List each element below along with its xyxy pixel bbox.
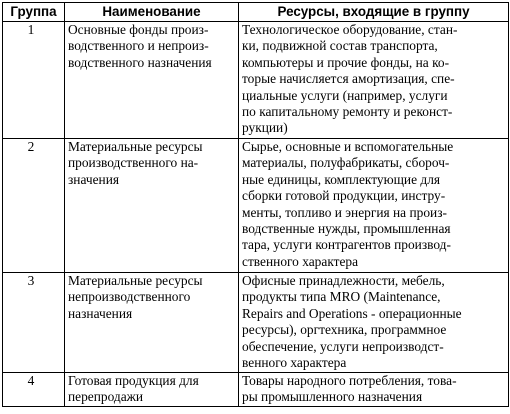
group-name-line: значения xyxy=(68,171,120,187)
resources-line: Repairs and Operations - операционные xyxy=(242,305,462,321)
resources-line: торые начисляется амортизация, спе- xyxy=(242,71,455,87)
resources-line: водственные нужды, промышленная xyxy=(242,221,451,237)
group-resources xyxy=(239,373,509,407)
resources-line: Товары народного потребления, това- xyxy=(242,373,457,388)
group-name-line: производственного на- xyxy=(68,155,199,171)
group-name-line: Материальные ресурсы xyxy=(68,139,203,154)
table-row xyxy=(3,373,509,407)
group-name-line: непроизводственного xyxy=(68,289,191,305)
resources-line: ные единицы, комплектующие для xyxy=(242,171,441,187)
table-header-row xyxy=(3,3,509,22)
group-name xyxy=(65,273,239,373)
resources-line: ственного характера xyxy=(242,253,359,269)
group-resources xyxy=(239,273,509,373)
group-name xyxy=(65,373,239,407)
group-name-line: водственного назначения xyxy=(68,54,212,70)
group-name-line: Материальные ресурсы xyxy=(68,273,203,288)
group-number: 1 xyxy=(3,22,65,139)
resources-line: Технологическое оборудование, стан- xyxy=(242,22,458,37)
group-name-line: Готовая продукция для xyxy=(68,373,199,388)
resources-line: компьютеры и прочие фонды, на ко- xyxy=(242,54,450,70)
header-group: Группа xyxy=(3,3,65,22)
header-resources: Ресурсы, входящие в группу xyxy=(239,3,509,22)
table-row xyxy=(3,139,509,273)
group-number: 3 xyxy=(3,273,65,373)
group-name-line: назначения xyxy=(68,305,133,321)
resources-line: циальные услуги (например, услуги xyxy=(242,87,448,103)
header-name: Наименование xyxy=(65,3,239,22)
resources-line: Офисные принадлежности, мебель, xyxy=(242,273,445,288)
resources-line: ресурсы), оргтехника, программное xyxy=(242,322,447,338)
resources-line: ры промышленного назначения xyxy=(242,389,423,405)
group-resources xyxy=(239,22,509,139)
resources-line: материалы, полуфабрикаты, сбороч- xyxy=(242,155,450,171)
group-name-line: водственного и непроиз- xyxy=(68,38,209,54)
table-row xyxy=(3,273,509,373)
resources-line: по капитальному ремонту и реконст- xyxy=(242,104,453,120)
group-name-line: Основные фонды произ- xyxy=(68,22,209,37)
resources-line: обеспечение, услуги непроизводст- xyxy=(242,338,444,354)
group-number: 2 xyxy=(3,139,65,273)
group-name xyxy=(65,22,239,139)
resource-groups-table xyxy=(2,2,509,407)
resources-line: Сырье, основные и вспомогательные xyxy=(242,139,454,154)
table-row xyxy=(3,22,509,139)
resources-line: тара, услуги контрагентов производ- xyxy=(242,237,451,253)
resources-line: венного характера xyxy=(242,355,347,371)
resources-line: продукты типа MRO (Maintenance, xyxy=(242,289,441,305)
resources-line: сборки готовой продукции, инстру- xyxy=(242,188,446,204)
group-resources xyxy=(239,139,509,273)
resources-line: рукции) xyxy=(242,120,288,136)
resources-line: менты, топливо и энергия на произ- xyxy=(242,204,447,220)
group-name xyxy=(65,139,239,273)
resources-line: ки, подвижной состав транспорта, xyxy=(242,38,438,54)
group-name-line: перепродажи xyxy=(68,389,144,405)
group-number: 4 xyxy=(3,373,65,407)
